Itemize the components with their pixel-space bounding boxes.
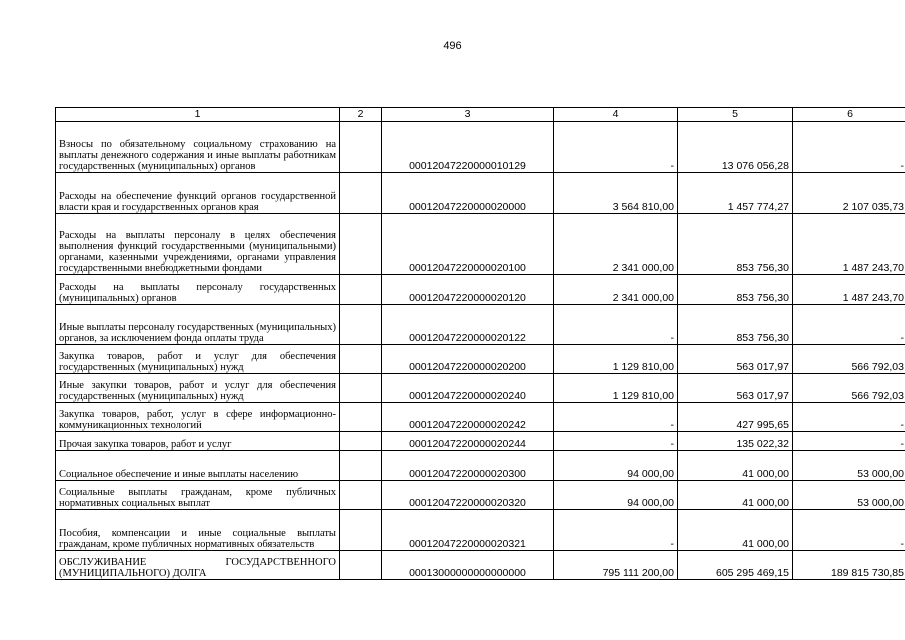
row-col5: 605 295 469,15 <box>678 551 793 580</box>
row-col4: 94 000,00 <box>554 481 678 510</box>
row-name: Пособия, компенсации и иные социальные выплаты гражданам, кроме публичных нормативных обязательств <box>56 510 340 551</box>
table-row <box>56 451 905 481</box>
row-col4: - <box>554 305 678 345</box>
row-name: Иные закупки товаров, работ и услуг для обеспечения государственных (муниципальных) нужд <box>56 374 340 403</box>
row-code: 00012047220000010129 <box>382 122 554 173</box>
row-name: Иные выплаты персоналу государственных (муниципальных) органов, за исключением фонда оплаты труда <box>56 305 340 345</box>
table-row <box>56 173 905 214</box>
row-name: Закупка товаров, работ, услуг в сфере информационно-коммуникационных технологий <box>56 403 340 432</box>
row-col5: 1 457 774,27 <box>678 173 793 214</box>
table-row <box>56 345 905 374</box>
row-col4: 795 111 200,00 <box>554 551 678 580</box>
row-col2 <box>340 305 382 345</box>
row-code: 00012047220000020240 <box>382 374 554 403</box>
row-col2 <box>340 481 382 510</box>
row-col5: 853 756,30 <box>678 305 793 345</box>
row-name: Прочая закупка товаров, работ и услуг <box>56 432 340 451</box>
row-col6: - <box>793 432 905 451</box>
row-col5: 41 000,00 <box>678 451 793 481</box>
row-code: 00012047220000020120 <box>382 275 554 305</box>
row-col5: 563 017,97 <box>678 374 793 403</box>
row-col6: 1 487 243,70 <box>793 275 905 305</box>
row-col6: - <box>793 122 905 173</box>
row-col2 <box>340 451 382 481</box>
row-name: Расходы на выплаты персоналу государственных (муниципальных) органов <box>56 275 340 305</box>
row-col4: 2 341 000,00 <box>554 214 678 275</box>
row-code: 00012047220000020100 <box>382 214 554 275</box>
row-code: 00012047220000020244 <box>382 432 554 451</box>
row-name: Социальное обеспечение и иные выплаты населению <box>56 451 340 481</box>
row-col5: 853 756,30 <box>678 275 793 305</box>
row-col6: 1 487 243,70 <box>793 214 905 275</box>
header-row <box>56 108 905 122</box>
row-col4: 2 341 000,00 <box>554 275 678 305</box>
row-name: ОБСЛУЖИВАНИЕ ГОСУДАРСТВЕННОГО (МУНИЦИПАЛЬНОГО) ДОЛГА <box>56 551 340 580</box>
row-col4: 1 129 810,00 <box>554 374 678 403</box>
row-col5: 41 000,00 <box>678 481 793 510</box>
row-code: 00012047220000020300 <box>382 451 554 481</box>
row-col6: 53 000,00 <box>793 451 905 481</box>
row-name: Расходы на выплаты персоналу в целях обеспечения выполнения функций государственными (муниципальными) органами, казенными учреждениями, органами управления государственными внебюджетными фондами <box>56 214 340 275</box>
row-code: 00012047220000020321 <box>382 510 554 551</box>
row-col4: - <box>554 510 678 551</box>
row-col2 <box>340 275 382 305</box>
row-col4: - <box>554 122 678 173</box>
row-col6: 53 000,00 <box>793 481 905 510</box>
table-row <box>56 510 905 551</box>
table-row <box>56 275 905 305</box>
table-row <box>56 122 905 173</box>
row-name: Закупка товаров, работ и услуг для обеспечения государственных (муниципальных) нужд <box>56 345 340 374</box>
header-col-5: 5 <box>678 108 793 122</box>
row-col6: - <box>793 305 905 345</box>
table-row <box>56 214 905 275</box>
row-col2 <box>340 403 382 432</box>
row-code: 00012047220000020242 <box>382 403 554 432</box>
row-col5: 135 022,32 <box>678 432 793 451</box>
row-col2 <box>340 214 382 275</box>
row-col4: - <box>554 403 678 432</box>
row-code: 00012047220000020122 <box>382 305 554 345</box>
row-col6: - <box>793 403 905 432</box>
row-col2 <box>340 551 382 580</box>
row-name: Расходы на обеспечение функций органов государственной власти края и государственных органов края <box>56 173 340 214</box>
table-row <box>56 481 905 510</box>
row-code: 00012047220000020000 <box>382 173 554 214</box>
row-code: 00012047220000020200 <box>382 345 554 374</box>
row-name: Социальные выплаты гражданам, кроме публичных нормативных социальных выплат <box>56 481 340 510</box>
row-col2 <box>340 122 382 173</box>
header-col-1: 1 <box>56 108 340 122</box>
row-col4: 1 129 810,00 <box>554 345 678 374</box>
row-col2 <box>340 510 382 551</box>
row-col6: - <box>793 510 905 551</box>
row-col5: 853 756,30 <box>678 214 793 275</box>
budget-table <box>55 107 905 580</box>
row-col4: 3 564 810,00 <box>554 173 678 214</box>
row-col5: 563 017,97 <box>678 345 793 374</box>
row-col2 <box>340 345 382 374</box>
row-col6: 566 792,03 <box>793 374 905 403</box>
row-col5: 41 000,00 <box>678 510 793 551</box>
table-row <box>56 551 905 580</box>
table-row <box>56 374 905 403</box>
row-col2 <box>340 374 382 403</box>
row-col2 <box>340 173 382 214</box>
row-col5: 427 995,65 <box>678 403 793 432</box>
table-row <box>56 305 905 345</box>
table-row <box>56 403 905 432</box>
row-col6: 2 107 035,73 <box>793 173 905 214</box>
row-col2 <box>340 432 382 451</box>
row-col4: 94 000,00 <box>554 451 678 481</box>
header-col-2: 2 <box>340 108 382 122</box>
row-col4: - <box>554 432 678 451</box>
header-col-4: 4 <box>554 108 678 122</box>
row-code: 00012047220000020320 <box>382 481 554 510</box>
header-col-6: 6 <box>793 108 905 122</box>
table-row <box>56 432 905 451</box>
header-col-3: 3 <box>382 108 554 122</box>
row-col6: 566 792,03 <box>793 345 905 374</box>
row-name: Взносы по обязательному социальному страхованию на выплаты денежного содержания и иные выплаты работникам государственных (муниципальных) органов <box>56 122 340 173</box>
row-col6: 189 815 730,85 <box>793 551 905 580</box>
page-number: 496 <box>443 40 462 52</box>
row-code: 00013000000000000000 <box>382 551 554 580</box>
row-col5: 13 076 056,28 <box>678 122 793 173</box>
